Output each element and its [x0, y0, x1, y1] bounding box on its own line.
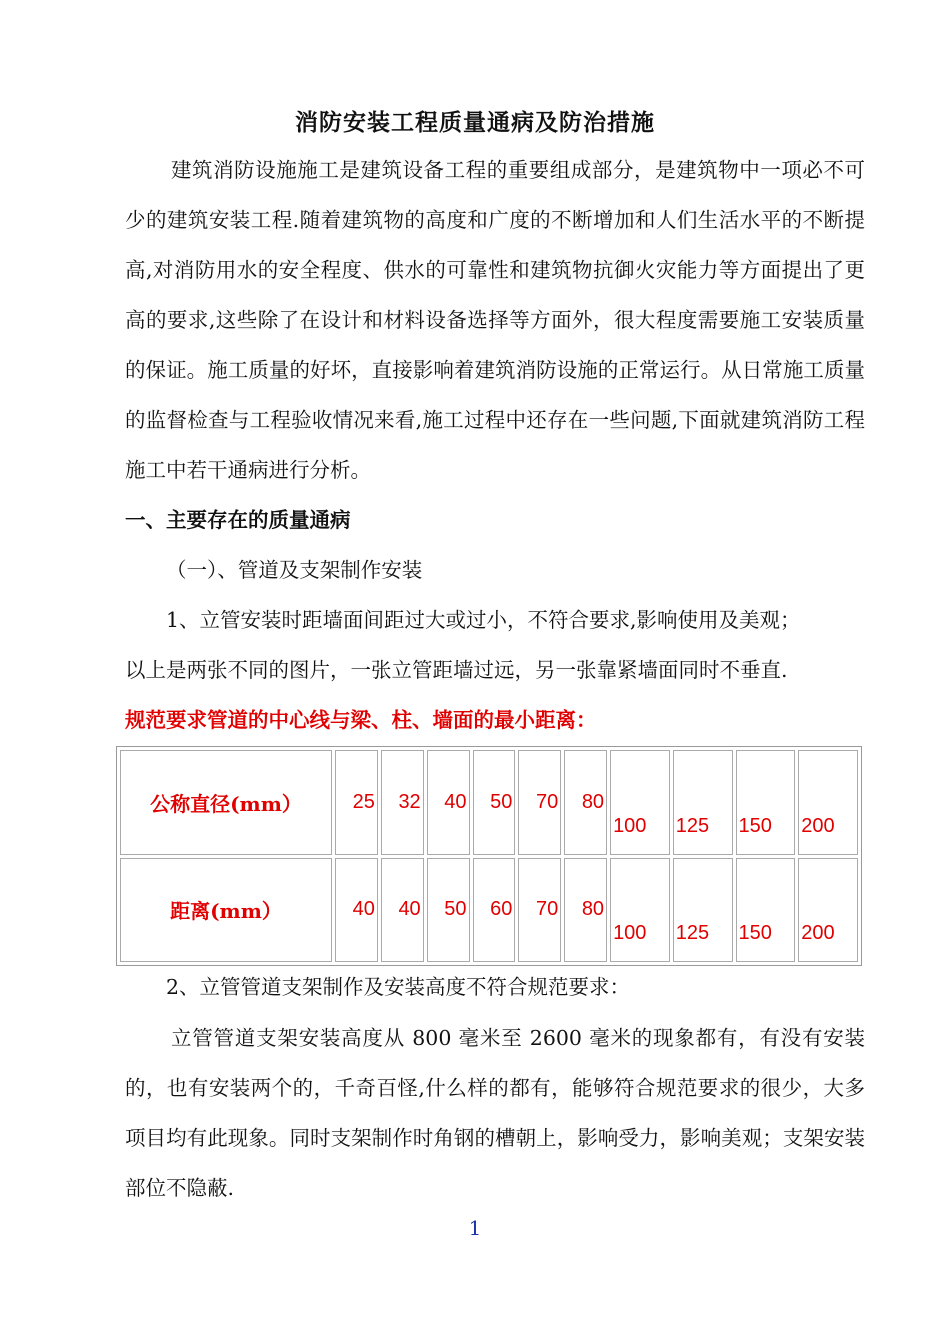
table-cell: 25	[335, 750, 378, 855]
item-1-note: 以上是两张不同的图片，一张立管距墙过远，另一张靠紧墙面同时不垂直.	[125, 658, 788, 682]
table-cell: 150	[736, 858, 796, 963]
table-cell: 125	[673, 750, 733, 855]
table-cell: 40	[427, 750, 470, 855]
table-cell: 40	[335, 858, 378, 963]
table-row	[120, 750, 858, 855]
spec-heading: 规范要求管道的中心线与梁、柱、墙面的最小距离：	[125, 708, 597, 732]
subsection-heading: （一）、管道及支架制作安装	[166, 558, 423, 582]
table-cell: 32	[381, 750, 424, 855]
table-cell: 100	[610, 858, 670, 963]
table-cell: 100	[610, 750, 670, 855]
intro-paragraph: 建筑消防设施施工是建筑设备工程的重要组成部分，是建筑物中一项必不可少的建筑安装工程.随着建筑物的高度和广度的不断增加和人们生活水平的不断提高,对消防用水的安全程度、供水的可靠性和建筑物抗御火灾能力等方面提出了更高的要求,这些除了在设计和材料设备选择等方面外，很大程度需要施工安装质量的保证。施工质量的好坏，直接影响着建筑消防设施的正常运行。从日常施工质量的监督检查与工程验收情况来看,施工过程中还存在一些问题,下面就建筑消防工程施工中若干通病进行分析。	[125, 158, 865, 482]
table-cell: 50	[473, 750, 516, 855]
distance-table	[116, 746, 862, 966]
page-number: 1	[468, 1216, 482, 1240]
item-2: 2、立管管道支架制作及安装高度不符合规范要求：	[166, 975, 631, 999]
row-label: 距离(mm）	[120, 858, 332, 963]
row-label: 公称直径(mm）	[120, 750, 332, 855]
table-cell: 70	[518, 858, 561, 963]
section-heading: 一、主要存在的质量通病	[125, 508, 351, 532]
page-title: 消防安装工程质量通病及防治措施	[295, 109, 655, 136]
table-cell: 125	[673, 858, 733, 963]
table-cell: 40	[381, 858, 424, 963]
table-cell: 80	[564, 750, 607, 855]
table-row	[120, 858, 858, 963]
table-cell: 80	[564, 858, 607, 963]
table-cell: 50	[427, 858, 470, 963]
table-cell: 70	[518, 750, 561, 855]
item-2-body: 立管管道支架安装高度从 800 毫米至 2600 毫米的现象都有，有没有安装的，也有安装两个的，千奇百怪,什么样的都有，能够符合规范要求的很少，大多项目均有此现象。同时支架制作时角钢的槽朝上，影响受力，影响美观；支架安装部位不隐蔽.	[125, 1026, 865, 1200]
item-1: 1、立管安装时距墙面间距过大或过小，不符合要求,影响使用及美观；	[166, 608, 801, 632]
table-cell: 200	[798, 750, 858, 855]
table-cell: 60	[473, 858, 516, 963]
table-cell: 200	[798, 858, 858, 963]
table-cell: 150	[736, 750, 796, 855]
